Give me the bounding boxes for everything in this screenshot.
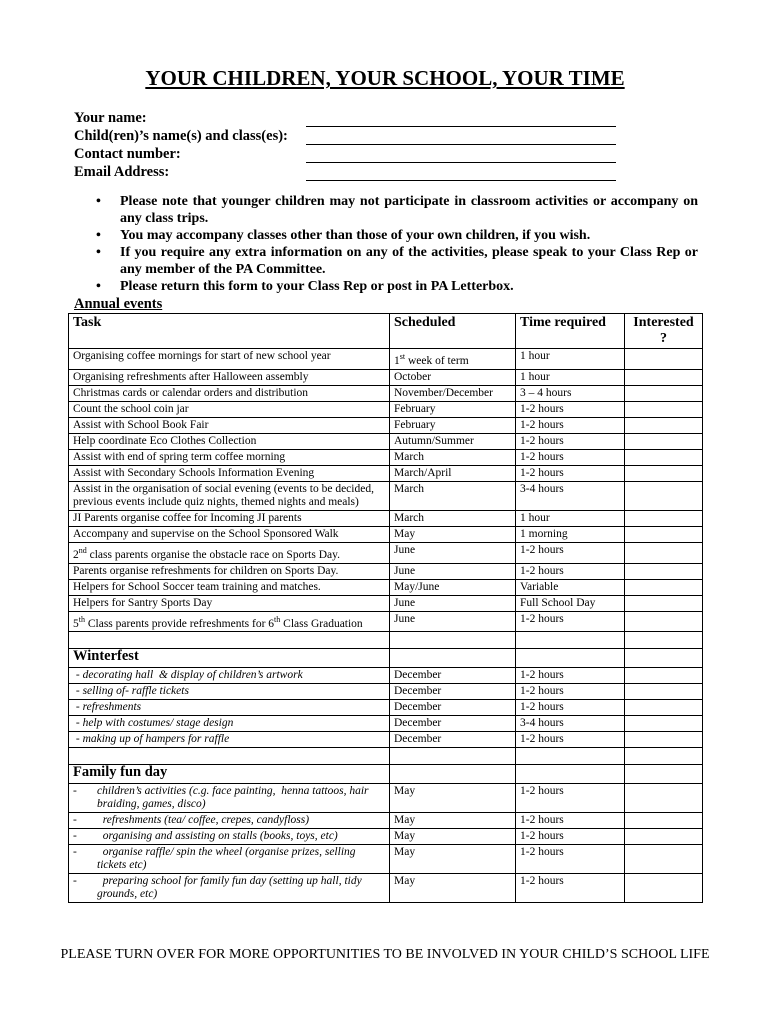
dash-item bbox=[73, 785, 385, 811]
task-cell bbox=[69, 813, 390, 829]
header-time: Time required bbox=[516, 314, 625, 349]
table-row bbox=[69, 595, 703, 611]
task-text: preparing school for family fun day (setting up hall, tidy grounds, etc) bbox=[97, 875, 365, 901]
empty-cell bbox=[625, 765, 703, 784]
empty-cell bbox=[516, 632, 625, 649]
time-cell: 3-4 hours bbox=[516, 481, 625, 510]
time-cell: 1-2 hours bbox=[516, 784, 625, 813]
task-cell: - refreshments bbox=[69, 700, 390, 716]
ordinal-suffix: st bbox=[399, 352, 406, 361]
table-row bbox=[69, 684, 703, 700]
task-cell: Helpers for Santry Sports Day bbox=[69, 595, 390, 611]
scheduled-cell: May bbox=[390, 526, 516, 542]
task-cell: Helpers for School Soccer team training and matches. bbox=[69, 579, 390, 595]
table-row bbox=[69, 481, 703, 510]
scheduled-cell: June bbox=[390, 595, 516, 611]
dash-marker: - bbox=[73, 830, 77, 843]
scheduled-cell: May bbox=[390, 829, 516, 845]
interested-checkbox-cell[interactable] bbox=[625, 465, 703, 481]
table-row bbox=[69, 579, 703, 595]
empty-cell bbox=[69, 632, 390, 649]
empty-cell bbox=[625, 632, 703, 649]
scheduled-cell: May/June bbox=[390, 579, 516, 595]
table-row bbox=[69, 700, 703, 716]
scheduled-cell: Autumn/Summer bbox=[390, 433, 516, 449]
fill-line[interactable] bbox=[306, 113, 616, 127]
scheduled-cell: May bbox=[390, 813, 516, 829]
spacer-row bbox=[69, 632, 703, 649]
time-cell: 1-2 hours bbox=[516, 813, 625, 829]
section-title: Family fun day bbox=[69, 765, 390, 784]
task-cell: - help with costumes/ stage design bbox=[69, 716, 390, 732]
header-interested: Interested ? bbox=[625, 314, 703, 349]
notes-list bbox=[90, 193, 698, 295]
table-row bbox=[69, 813, 703, 829]
winterfest-section-row bbox=[69, 649, 703, 668]
fill-line[interactable] bbox=[306, 167, 616, 181]
interested-checkbox-cell[interactable] bbox=[625, 563, 703, 579]
time-cell: 3-4 hours bbox=[516, 716, 625, 732]
time-cell: 1 hour bbox=[516, 349, 625, 370]
ordinal-suffix: th bbox=[78, 614, 85, 624]
interested-checkbox-cell[interactable] bbox=[625, 829, 703, 845]
empty-cell bbox=[69, 748, 390, 765]
dash-marker: - bbox=[73, 785, 77, 798]
scheduled-cell: June bbox=[390, 611, 516, 632]
task-cell: Assist with Secondary Schools Information Evening bbox=[69, 465, 390, 481]
task-text: organising and assisting on stalls (books, toys, etc) bbox=[97, 830, 338, 843]
time-cell: 1-2 hours bbox=[516, 449, 625, 465]
field-label: Your name: bbox=[74, 110, 147, 126]
task-cell bbox=[69, 874, 390, 903]
task-cell: Count the school coin jar bbox=[69, 401, 390, 417]
interested-checkbox-cell[interactable] bbox=[625, 401, 703, 417]
table-row bbox=[69, 784, 703, 813]
empty-cell bbox=[516, 748, 625, 765]
time-cell: 1 hour bbox=[516, 510, 625, 526]
time-cell: 1-2 hours bbox=[516, 668, 625, 684]
table-row bbox=[69, 542, 703, 563]
empty-cell bbox=[390, 632, 516, 649]
interested-checkbox-cell[interactable] bbox=[625, 716, 703, 732]
interested-checkbox-cell[interactable] bbox=[625, 845, 703, 874]
table-row bbox=[69, 874, 703, 903]
note-item: • Please return this form to your Class Rep or post in PA Letterbox. bbox=[90, 278, 698, 295]
task-cell: Assist in the organisation of social evening (events to be decided, previous events include quiz nights, themed nights and meals) bbox=[69, 481, 390, 510]
time-cell: 1-2 hours bbox=[516, 417, 625, 433]
task-cell bbox=[69, 845, 390, 874]
time-cell: Variable bbox=[516, 579, 625, 595]
interested-checkbox-cell[interactable] bbox=[625, 874, 703, 903]
scheduled-cell: November/December bbox=[390, 385, 516, 401]
scheduled-cell: March bbox=[390, 481, 516, 510]
table-row bbox=[69, 563, 703, 579]
note-item: • You may accompany classes other than those of your own children, if you wish. bbox=[90, 227, 698, 244]
table-row bbox=[69, 829, 703, 845]
time-cell: 1-2 hours bbox=[516, 401, 625, 417]
scheduled-cell: December bbox=[390, 700, 516, 716]
table-row bbox=[69, 349, 703, 370]
empty-cell bbox=[625, 748, 703, 765]
scheduled-cell: 1st week of term bbox=[390, 349, 516, 370]
table-row bbox=[69, 732, 703, 748]
contact-fields bbox=[74, 109, 634, 181]
footer-note: PLEASE TURN OVER FOR MORE OPPORTUNITIES TO BE INVOLVED IN YOUR CHILD’S SCHOOL LIFE bbox=[60, 947, 710, 962]
time-cell: 1-2 hours bbox=[516, 611, 625, 632]
dash-item bbox=[73, 814, 385, 827]
scheduled-cell: December bbox=[390, 732, 516, 748]
task-cell: 2nd class parents organise the obstacle race on Sports Day. bbox=[69, 542, 390, 563]
empty-cell bbox=[516, 649, 625, 668]
empty-cell bbox=[625, 649, 703, 668]
scheduled-cell: December bbox=[390, 684, 516, 700]
interested-checkbox-cell[interactable] bbox=[625, 579, 703, 595]
family-fun-day-section-row bbox=[69, 765, 703, 784]
time-cell: 1-2 hours bbox=[516, 433, 625, 449]
time-cell: Full School Day bbox=[516, 595, 625, 611]
dash-item bbox=[73, 875, 385, 901]
time-cell: 3 – 4 hours bbox=[516, 385, 625, 401]
task-cell: Organising refreshments after Halloween assembly bbox=[69, 369, 390, 385]
interested-checkbox-cell[interactable] bbox=[625, 784, 703, 813]
interested-checkbox-cell[interactable] bbox=[625, 349, 703, 370]
interested-checkbox-cell[interactable] bbox=[625, 668, 703, 684]
dash-marker: - bbox=[73, 875, 77, 888]
email-field[interactable] bbox=[74, 163, 634, 181]
time-cell: 1-2 hours bbox=[516, 732, 625, 748]
empty-cell bbox=[390, 765, 516, 784]
scheduled-cell: February bbox=[390, 401, 516, 417]
interested-checkbox-cell[interactable] bbox=[625, 732, 703, 748]
ordinal-suffix: nd bbox=[78, 545, 87, 555]
time-cell: 1 hour bbox=[516, 369, 625, 385]
scheduled-cell: March bbox=[390, 510, 516, 526]
events-table bbox=[68, 313, 703, 903]
table-row bbox=[69, 369, 703, 385]
header-scheduled: Scheduled bbox=[390, 314, 516, 349]
task-cell: Help coordinate Eco Clothes Collection bbox=[69, 433, 390, 449]
interested-checkbox-cell[interactable] bbox=[625, 526, 703, 542]
scheduled-cell: May bbox=[390, 874, 516, 903]
task-cell: 5th Class parents provide refreshments for 6th Class Graduation bbox=[69, 611, 390, 632]
table-row bbox=[69, 465, 703, 481]
table-row bbox=[69, 526, 703, 542]
contact-number-field[interactable] bbox=[74, 145, 634, 163]
interested-checkbox-cell[interactable] bbox=[625, 684, 703, 700]
table-row bbox=[69, 401, 703, 417]
table-row bbox=[69, 433, 703, 449]
scheduled-cell: May bbox=[390, 845, 516, 874]
empty-cell bbox=[390, 649, 516, 668]
interested-checkbox-cell[interactable] bbox=[625, 510, 703, 526]
table-row bbox=[69, 668, 703, 684]
table-row bbox=[69, 385, 703, 401]
scheduled-cell: March/April bbox=[390, 465, 516, 481]
task-text: refreshments (tea/ coffee, crepes, candyfloss) bbox=[97, 814, 310, 827]
spacer-row bbox=[69, 748, 703, 765]
field-label: Contact number: bbox=[74, 146, 181, 162]
scheduled-cell: December bbox=[390, 716, 516, 732]
scheduled-cell: December bbox=[390, 668, 516, 684]
scheduled-cell: October bbox=[390, 369, 516, 385]
task-cell: - selling of- raffle tickets bbox=[69, 684, 390, 700]
task-cell: Parents organise refreshments for children on Sports Day. bbox=[69, 563, 390, 579]
field-label: Child(ren)’s name(s) and class(es): bbox=[74, 128, 288, 144]
interested-checkbox-cell[interactable] bbox=[625, 449, 703, 465]
task-cell: Christmas cards or calendar orders and distribution bbox=[69, 385, 390, 401]
table-row bbox=[69, 510, 703, 526]
table-row bbox=[69, 611, 703, 632]
dash-marker: - bbox=[73, 814, 77, 827]
task-cell: Assist with School Book Fair bbox=[69, 417, 390, 433]
interested-checkbox-cell[interactable] bbox=[625, 813, 703, 829]
time-cell: 1-2 hours bbox=[516, 874, 625, 903]
task-cell bbox=[69, 784, 390, 813]
page-title: YOUR CHILDREN, YOUR SCHOOL, YOUR TIME bbox=[145, 66, 625, 90]
dash-marker: - bbox=[73, 846, 77, 859]
ordinal-suffix: th bbox=[274, 614, 281, 624]
interested-checkbox-cell[interactable] bbox=[625, 481, 703, 510]
scheduled-cell: May bbox=[390, 784, 516, 813]
scheduled-cell: June bbox=[390, 542, 516, 563]
task-cell: Organising coffee mornings for start of new school year bbox=[69, 349, 390, 370]
time-cell: 1-2 hours bbox=[516, 542, 625, 563]
dash-item bbox=[73, 846, 385, 872]
table-row bbox=[69, 845, 703, 874]
fill-line[interactable] bbox=[306, 131, 616, 145]
table-header-row bbox=[69, 314, 703, 349]
note-item: • If you require any extra information on any of the activities, please speak to your Class Rep or any member of the PA Committee. bbox=[90, 244, 698, 278]
task-cell: Assist with end of spring term coffee morning bbox=[69, 449, 390, 465]
task-cell: - making up of hampers for raffle bbox=[69, 732, 390, 748]
interested-checkbox-cell[interactable] bbox=[625, 417, 703, 433]
task-cell bbox=[69, 829, 390, 845]
note-item: • Please note that younger children may not participate in classroom activities or accompany on any class trips. bbox=[90, 193, 698, 227]
time-cell: 1-2 hours bbox=[516, 563, 625, 579]
interested-checkbox-cell[interactable] bbox=[625, 542, 703, 563]
annual-events-heading: Annual events bbox=[74, 296, 163, 312]
empty-cell bbox=[516, 765, 625, 784]
task-cell: - decorating hall & display of children’s artwork bbox=[69, 668, 390, 684]
interested-checkbox-cell[interactable] bbox=[625, 611, 703, 632]
task-cell: Accompany and supervise on the School Sponsored Walk bbox=[69, 526, 390, 542]
interested-checkbox-cell[interactable] bbox=[625, 595, 703, 611]
children-field[interactable] bbox=[74, 127, 634, 145]
time-cell: 1-2 hours bbox=[516, 829, 625, 845]
section-title: Winterfest bbox=[69, 649, 390, 668]
scheduled-cell: June bbox=[390, 563, 516, 579]
table-row bbox=[69, 449, 703, 465]
interested-checkbox-cell[interactable] bbox=[625, 700, 703, 716]
field-label: Email Address: bbox=[74, 164, 170, 180]
table-row bbox=[69, 716, 703, 732]
scheduled-cell: March bbox=[390, 449, 516, 465]
time-cell: 1-2 hours bbox=[516, 845, 625, 874]
task-text: organise raffle/ spin the wheel (organise prizes, selling tickets etc) bbox=[97, 846, 359, 872]
dash-item bbox=[73, 830, 385, 843]
scheduled-cell: February bbox=[390, 417, 516, 433]
interested-checkbox-cell[interactable] bbox=[625, 369, 703, 385]
table-row bbox=[69, 417, 703, 433]
empty-cell bbox=[390, 748, 516, 765]
header-task: Task bbox=[69, 314, 390, 349]
task-cell: JI Parents organise coffee for Incoming JI parents bbox=[69, 510, 390, 526]
time-cell: 1 morning bbox=[516, 526, 625, 542]
fill-line[interactable] bbox=[306, 149, 616, 163]
name-field[interactable] bbox=[74, 109, 634, 127]
time-cell: 1-2 hours bbox=[516, 684, 625, 700]
time-cell: 1-2 hours bbox=[516, 465, 625, 481]
interested-checkbox-cell[interactable] bbox=[625, 385, 703, 401]
interested-checkbox-cell[interactable] bbox=[625, 433, 703, 449]
task-text: children’s activities (c.g. face painting, henna tattoos, hair braiding, games, disco) bbox=[97, 785, 372, 811]
time-cell: 1-2 hours bbox=[516, 700, 625, 716]
